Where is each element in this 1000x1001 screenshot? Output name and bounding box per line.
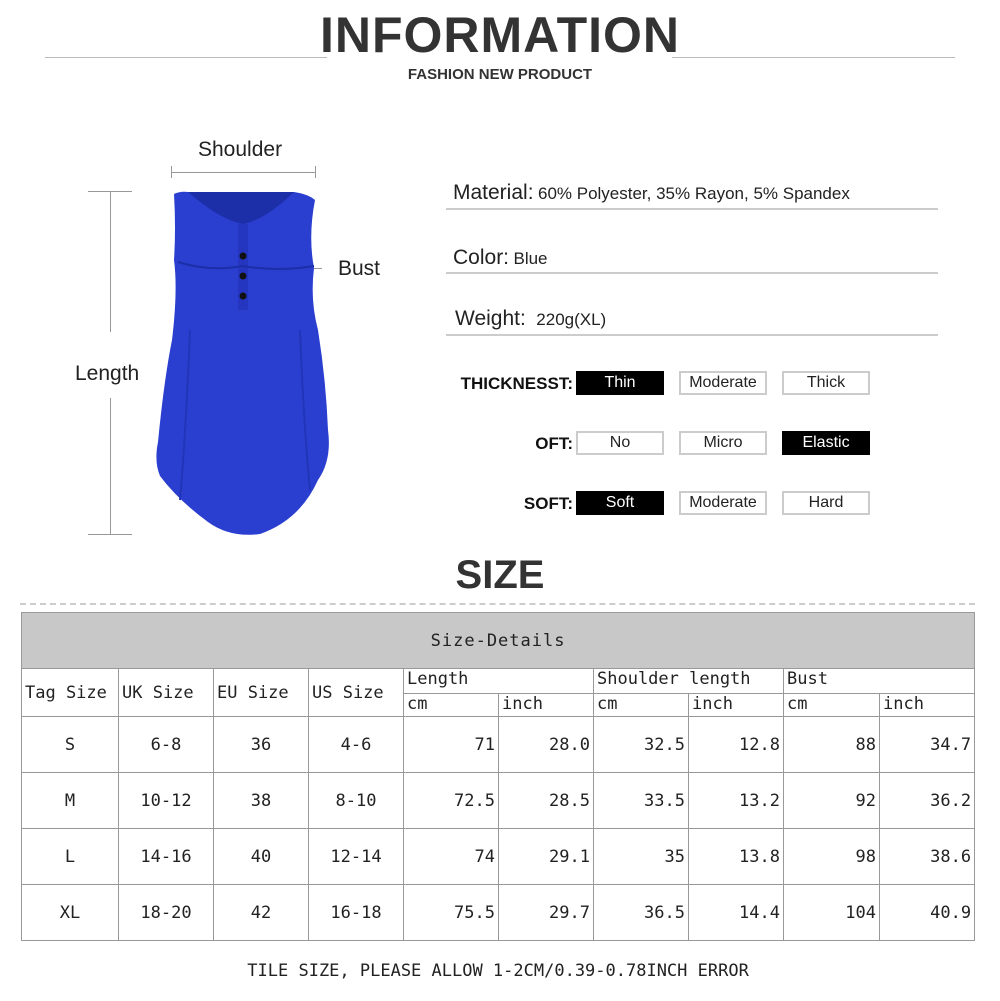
button-3 — [240, 293, 247, 300]
cell-eu-size: 38 — [214, 773, 309, 829]
cell-uk-size: 18-20 — [119, 885, 214, 941]
oft-label: OFT: — [400, 434, 573, 454]
cell-shoulder-inch: 13.8 — [689, 829, 784, 885]
bust-label: Bust — [338, 257, 380, 281]
shoulder-tick-right — [315, 166, 316, 178]
header-shoulder-inch: inch — [689, 694, 784, 717]
header-shoulder-length: Shoulder length — [594, 669, 784, 694]
length-label: Length — [75, 362, 139, 386]
header-uk-size: UK Size — [119, 669, 214, 717]
table-caption: Size-Details — [22, 613, 975, 669]
header-bust-cm: cm — [784, 694, 880, 717]
header-tag-size: Tag Size — [22, 669, 119, 717]
soft-option-hard: Hard — [782, 491, 870, 515]
cell-length-inch: 28.5 — [499, 773, 594, 829]
header-us-size: US Size — [309, 669, 404, 717]
cell-us-size: 12-14 — [309, 829, 404, 885]
header-bust-inch: inch — [880, 694, 975, 717]
length-dimension-line-bottom — [110, 398, 111, 534]
weight-rule — [446, 334, 938, 336]
oft-option-micro: Micro — [679, 431, 767, 455]
thickness-label: THICKNESST: — [400, 374, 573, 394]
cell-tag-size: XL — [22, 885, 119, 941]
cell-bust-inch: 34.7 — [880, 717, 975, 773]
cell-shoulder-cm: 32.5 — [594, 717, 689, 773]
weight-label: Weight: — [455, 307, 526, 330]
oft-option-elastic: Elastic — [782, 431, 870, 455]
table-row — [22, 773, 975, 829]
color-rule — [446, 272, 938, 274]
header-shoulder-cm: cm — [594, 694, 689, 717]
header-length: Length — [404, 669, 594, 694]
cell-us-size: 4-6 — [309, 717, 404, 773]
cell-eu-size: 40 — [214, 829, 309, 885]
cell-bust-inch: 40.9 — [880, 885, 975, 941]
material-value: 60% Polyester, 35% Rayon, 5% Spandex — [538, 184, 850, 203]
length-tick-bottom — [88, 534, 132, 535]
cell-uk-size: 6-8 — [119, 717, 214, 773]
cell-length-cm: 75.5 — [404, 885, 499, 941]
header-bust: Bust — [784, 669, 975, 694]
shoulder-tick-left — [171, 166, 172, 178]
cell-bust-cm: 88 — [784, 717, 880, 773]
header-eu-size: EU Size — [214, 669, 309, 717]
cell-us-size: 8-10 — [309, 773, 404, 829]
header-length-inch: inch — [499, 694, 594, 717]
cell-tag-size: S — [22, 717, 119, 773]
cell-tag-size: L — [22, 829, 119, 885]
material-label: Material: — [453, 181, 534, 204]
size-heading: SIZE — [0, 553, 1000, 598]
cell-eu-size: 36 — [214, 717, 309, 773]
cell-length-inch: 28.0 — [499, 717, 594, 773]
cell-length-cm: 71 — [404, 717, 499, 773]
cell-uk-size: 10-12 — [119, 773, 214, 829]
weight-row — [455, 307, 606, 331]
header-length-cm: cm — [404, 694, 499, 717]
page-title: INFORMATION — [0, 6, 1000, 64]
table-row — [22, 885, 975, 941]
cell-eu-size: 42 — [214, 885, 309, 941]
cell-shoulder-cm: 33.5 — [594, 773, 689, 829]
size-table — [21, 612, 975, 1001]
thickness-option-moderate: Moderate — [679, 371, 767, 395]
shoulder-label: Shoulder — [198, 138, 282, 162]
material-rule — [446, 208, 938, 210]
button-2 — [240, 273, 247, 280]
cell-bust-inch: 38.6 — [880, 829, 975, 885]
cell-length-inch: 29.7 — [499, 885, 594, 941]
cell-uk-size: 14-16 — [119, 829, 214, 885]
oft-option-no: No — [576, 431, 664, 455]
thickness-option-thick: Thick — [782, 371, 870, 395]
page-subtitle: FASHION NEW PRODUCT — [0, 66, 1000, 83]
weight-value: 220g(XL) — [536, 310, 606, 329]
length-dimension-line-top — [110, 192, 111, 332]
cell-length-cm: 74 — [404, 829, 499, 885]
cell-shoulder-inch: 13.2 — [689, 773, 784, 829]
cell-shoulder-inch: 14.4 — [689, 885, 784, 941]
cell-bust-cm: 98 — [784, 829, 880, 885]
soft-option-moderate: Moderate — [679, 491, 767, 515]
thickness-option-thin: Thin — [576, 371, 664, 395]
material-row — [453, 181, 850, 205]
button-1 — [240, 253, 247, 260]
cell-shoulder-cm: 36.5 — [594, 885, 689, 941]
size-note: TILE SIZE, PLEASE ALLOW 1-2CM/0.39-0.78INCH ERROR — [22, 941, 975, 1001]
color-label: Color: — [453, 246, 509, 269]
tank-top-image — [150, 180, 335, 540]
soft-option-soft: Soft — [576, 491, 664, 515]
cell-bust-cm: 92 — [784, 773, 880, 829]
cell-bust-cm: 104 — [784, 885, 880, 941]
color-value: Blue — [513, 249, 547, 268]
cell-bust-inch: 36.2 — [880, 773, 975, 829]
length-tick-top — [88, 191, 132, 192]
cell-tag-size: M — [22, 773, 119, 829]
cell-us-size: 16-18 — [309, 885, 404, 941]
size-divider — [20, 603, 975, 605]
cell-shoulder-inch: 12.8 — [689, 717, 784, 773]
cell-shoulder-cm: 35 — [594, 829, 689, 885]
color-row — [453, 246, 548, 270]
cell-length-cm: 72.5 — [404, 773, 499, 829]
shoulder-dimension-line — [171, 172, 316, 173]
cell-length-inch: 29.1 — [499, 829, 594, 885]
table-row — [22, 829, 975, 885]
table-row — [22, 717, 975, 773]
soft-label: SOFT: — [400, 494, 573, 514]
